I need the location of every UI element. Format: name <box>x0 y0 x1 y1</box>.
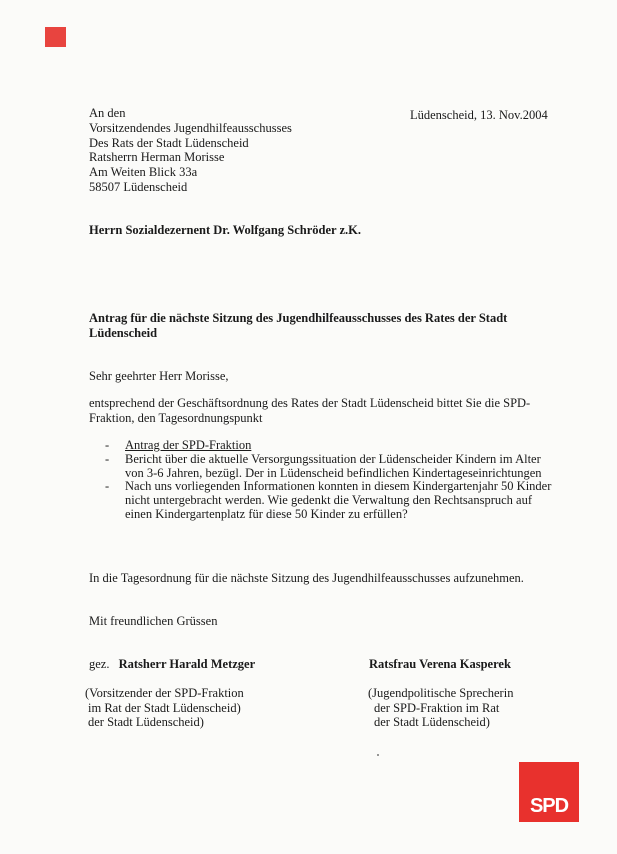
red-corner-mark <box>45 27 66 47</box>
body-paragraph-2: In die Tagesordnung für die nächste Sitzung des Jugendhilfeausschusses aufzunehmen. <box>89 571 524 585</box>
address-line: Am Weiten Blick 33a <box>89 165 198 180</box>
role-line: der Stadt Lüdenscheid) <box>88 715 204 730</box>
letter-subject: Antrag für die nächste Sitzung des Jugendhilfeausschusses des Rates der Stadt Lüdenscheid <box>89 311 508 340</box>
role-line: (Vorsitzender der SPD-Fraktion <box>85 686 244 700</box>
address-line: An den <box>89 106 126 120</box>
list-item <box>105 439 555 453</box>
body-paragraph-1: entsprechend der Geschäftsordnung des Rates der Stadt Lüdenscheid bittet Sie die SPD-Fraktion, den Tagesordnungspunkt <box>89 396 531 425</box>
address-line: Ratsherrn Herman Morisse <box>89 150 225 165</box>
cc-recipient: Herrn Sozialdezernent Dr. Wolfgang Schröder z.K. <box>89 223 361 237</box>
address-line: 58507 Lüdenscheid <box>89 179 188 194</box>
list-item-text: Antrag der SPD-Fraktion <box>125 438 252 452</box>
spd-logo <box>519 762 579 822</box>
letter-date: Lüdenscheid, 13. Nov.2004 <box>410 108 548 122</box>
spd-logo-text: SPD <box>529 795 569 817</box>
signature-left-name: Ratsherr Harald Metzger <box>118 657 256 671</box>
salutation: Sehr geehrter Herr Morisse, <box>89 369 229 383</box>
list-item-text: Nach uns vorliegenden Informationen konnten in diesem Kindergartenjahr 50 Kinder nicht untergebracht werden. Wie gedenkt die Verwaltung den Rechtsanspruch auf einen Kindergartenplatz für diese 50 Kinder zu erfüllen? <box>125 479 552 521</box>
list-item <box>105 480 555 521</box>
signature-left-role <box>85 686 244 730</box>
agenda-list <box>105 439 555 522</box>
list-item-text: Bericht über die aktuelle Versorgungssituation der Lüdenscheider Kindern im Alter von 3-6 Jahren, bezügl. Der in Lüdenscheid befindlichen Kindertageseinrichtungen <box>125 451 542 480</box>
closing: Mit freundlichen Grüssen <box>89 614 218 628</box>
list-dash: - <box>105 438 110 452</box>
address-line: Des Rats der Stadt Lüdenscheid <box>89 135 249 150</box>
role-line: im Rat der Stadt Lüdenscheid) <box>88 700 241 715</box>
scan-speck <box>377 754 379 756</box>
signature-left <box>89 657 255 672</box>
address-line: Vorsitzendendes Jugendhilfeausschusses <box>89 120 292 135</box>
role-line: (Jugendpolitische Sprecherin <box>368 686 514 700</box>
list-item <box>105 453 555 481</box>
address-block <box>89 106 292 195</box>
signature-right-name: Ratsfrau Verena Kasperek <box>369 657 511 671</box>
list-dash: - <box>105 479 110 494</box>
signature-prefix: gez. <box>89 657 110 671</box>
signature-right-role <box>368 686 513 730</box>
role-line: der Stadt Lüdenscheid) <box>374 715 490 730</box>
list-dash: - <box>105 451 110 466</box>
role-line: der SPD-Fraktion im Rat <box>374 700 500 715</box>
